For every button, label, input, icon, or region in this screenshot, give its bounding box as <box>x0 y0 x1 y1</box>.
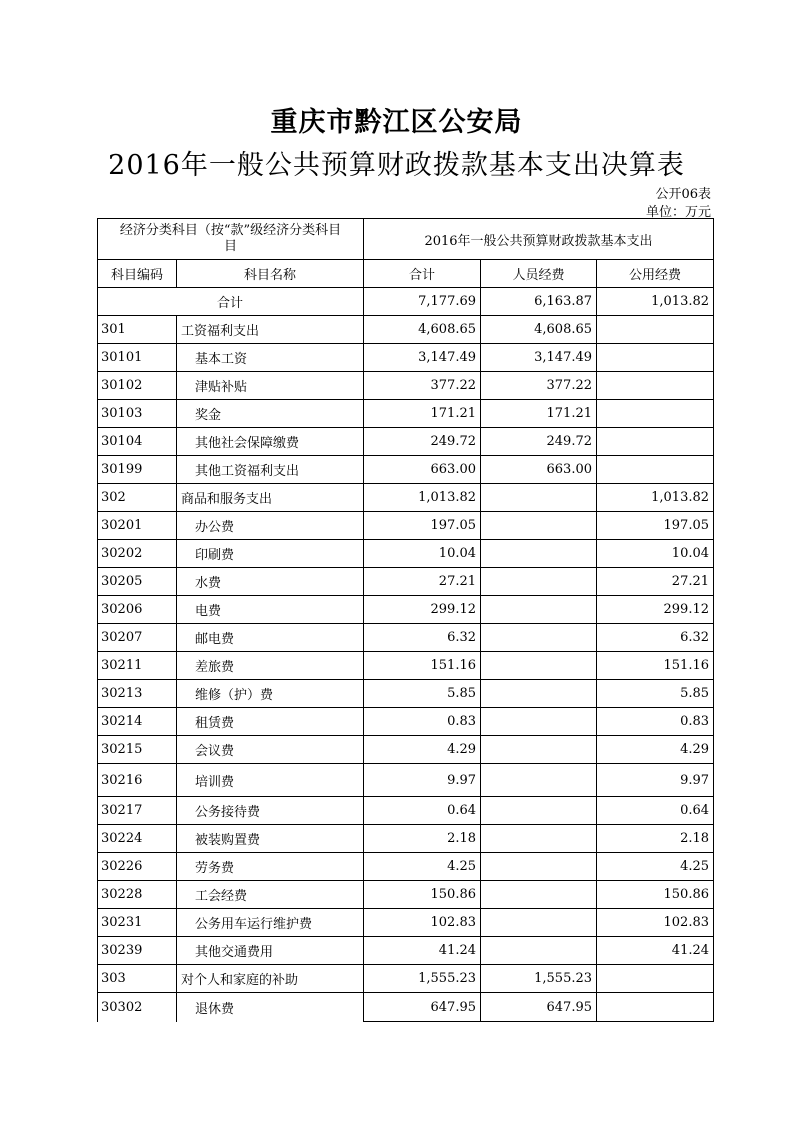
table-row <box>98 624 714 652</box>
row-code: 30206 <box>98 596 177 624</box>
row-personnel: 3,147.49 <box>481 344 597 372</box>
row-personnel <box>481 764 597 797</box>
row-total: 6.32 <box>364 624 481 652</box>
personnel-header: 人员经费 <box>481 260 597 288</box>
row-public <box>597 965 714 993</box>
row-code: 30213 <box>98 680 177 708</box>
row-public <box>597 344 714 372</box>
row-name: 其他工资福利支出 <box>177 456 364 484</box>
row-name: 奖金 <box>177 400 364 428</box>
row-personnel <box>481 568 597 596</box>
row-name: 维修（护）费 <box>177 680 364 708</box>
row-code: 30302 <box>98 993 177 1022</box>
row-name: 工资福利支出 <box>177 316 364 344</box>
row-name: 邮电费 <box>177 624 364 652</box>
table-row <box>98 400 714 428</box>
row-public: 150.86 <box>597 881 714 909</box>
summary-public: 1,013.82 <box>597 288 714 316</box>
row-public: 6.32 <box>597 624 714 652</box>
row-public: 0.83 <box>597 708 714 736</box>
row-personnel <box>481 797 597 825</box>
row-code: 30202 <box>98 540 177 568</box>
row-total: 27.21 <box>364 568 481 596</box>
row-code: 30226 <box>98 853 177 881</box>
row-personnel <box>481 881 597 909</box>
row-code: 302 <box>98 484 177 512</box>
row-personnel <box>481 736 597 764</box>
table-row <box>98 456 714 484</box>
table-row <box>98 853 714 881</box>
report-title: 2016年一般公共预算财政拨款基本支出决算表 <box>108 150 685 181</box>
name-header: 科目名称 <box>177 260 364 288</box>
table-row <box>98 428 714 456</box>
row-personnel <box>481 624 597 652</box>
row-public <box>597 993 714 1022</box>
header-row-group <box>98 219 714 260</box>
row-code: 30217 <box>98 797 177 825</box>
row-name: 津贴补贴 <box>177 372 364 400</box>
row-total: 0.64 <box>364 797 481 825</box>
row-total: 647.95 <box>364 993 481 1022</box>
row-code: 30215 <box>98 736 177 764</box>
econ-class-header-tail: 目 <box>224 239 238 254</box>
row-code: 30103 <box>98 400 177 428</box>
row-code: 303 <box>98 965 177 993</box>
row-code: 30102 <box>98 372 177 400</box>
row-name: 租赁费 <box>177 708 364 736</box>
row-public: 9.97 <box>597 764 714 797</box>
row-name: 其他社会保障缴费 <box>177 428 364 456</box>
group-header: 2016年一般公共预算财政拨款基本支出 <box>364 219 714 260</box>
table-row <box>98 540 714 568</box>
row-public: 1,013.82 <box>597 484 714 512</box>
row-name: 会议费 <box>177 736 364 764</box>
row-code: 30214 <box>98 708 177 736</box>
row-code: 30205 <box>98 568 177 596</box>
summary-label: 合计 <box>98 288 364 316</box>
row-name: 差旅费 <box>177 652 364 680</box>
table-row <box>98 993 714 1022</box>
row-total: 663.00 <box>364 456 481 484</box>
row-total: 2.18 <box>364 825 481 853</box>
row-name: 其他交通费用 <box>177 937 364 965</box>
row-personnel <box>481 680 597 708</box>
row-total: 377.22 <box>364 372 481 400</box>
row-name: 对个人和家庭的补助 <box>177 965 364 993</box>
row-total: 171.21 <box>364 400 481 428</box>
row-code: 30201 <box>98 512 177 540</box>
row-name: 印刷费 <box>177 540 364 568</box>
row-personnel: 663.00 <box>481 456 597 484</box>
table-row <box>98 881 714 909</box>
row-personnel <box>481 596 597 624</box>
unit-label: 单位：万元 <box>645 205 711 220</box>
row-total: 151.16 <box>364 652 481 680</box>
report-title-org: 重庆市黔江区公安局 <box>270 107 523 138</box>
table-row <box>98 797 714 825</box>
row-public <box>597 456 714 484</box>
row-public <box>597 400 714 428</box>
total-header: 合计 <box>364 260 481 288</box>
row-name: 公务接待费 <box>177 797 364 825</box>
row-code: 30239 <box>98 937 177 965</box>
table-row <box>98 736 714 764</box>
row-total: 299.12 <box>364 596 481 624</box>
row-code: 30207 <box>98 624 177 652</box>
row-public: 4.29 <box>597 736 714 764</box>
row-public: 151.16 <box>597 652 714 680</box>
table-row <box>98 652 714 680</box>
row-public: 27.21 <box>597 568 714 596</box>
row-public: 5.85 <box>597 680 714 708</box>
row-name: 电费 <box>177 596 364 624</box>
row-name: 培训费 <box>177 764 364 797</box>
public-header: 公用经费 <box>597 260 714 288</box>
row-name: 劳务费 <box>177 853 364 881</box>
row-public: 0.64 <box>597 797 714 825</box>
row-code: 301 <box>98 316 177 344</box>
row-code: 30224 <box>98 825 177 853</box>
row-total: 197.05 <box>364 512 481 540</box>
table-row <box>98 596 714 624</box>
row-code: 30101 <box>98 344 177 372</box>
table-row <box>98 344 714 372</box>
table-row <box>98 316 714 344</box>
row-name: 被装购置费 <box>177 825 364 853</box>
row-total: 0.83 <box>364 708 481 736</box>
table-row <box>98 484 714 512</box>
row-total: 1,555.23 <box>364 965 481 993</box>
row-personnel <box>481 540 597 568</box>
row-total: 3,147.49 <box>364 344 481 372</box>
row-name: 水费 <box>177 568 364 596</box>
row-public: 197.05 <box>597 512 714 540</box>
econ-class-header <box>98 219 364 260</box>
row-personnel <box>481 512 597 540</box>
row-public: 10.04 <box>597 540 714 568</box>
row-public: 4.25 <box>597 853 714 881</box>
row-personnel <box>481 853 597 881</box>
row-code: 30231 <box>98 909 177 937</box>
row-personnel: 4,608.65 <box>481 316 597 344</box>
row-personnel <box>481 937 597 965</box>
row-personnel <box>481 825 597 853</box>
row-code: 30211 <box>98 652 177 680</box>
row-total: 5.85 <box>364 680 481 708</box>
summary-personnel: 6,163.87 <box>481 288 597 316</box>
row-total: 4.25 <box>364 853 481 881</box>
row-personnel <box>481 652 597 680</box>
econ-class-header-text: 经济分类科目（按“款”级经济分类科目 <box>119 223 342 238</box>
row-code: 30228 <box>98 881 177 909</box>
row-name: 工会经费 <box>177 881 364 909</box>
table-row <box>98 825 714 853</box>
row-name: 公务用车运行维护费 <box>177 909 364 937</box>
header-row-columns <box>98 260 714 288</box>
row-total: 4.29 <box>364 736 481 764</box>
summary-total: 7,177.69 <box>364 288 481 316</box>
table-row <box>98 708 714 736</box>
row-personnel <box>481 708 597 736</box>
table-row <box>98 937 714 965</box>
summary-row <box>98 288 714 316</box>
expenditure-table <box>97 218 714 1022</box>
row-total: 10.04 <box>364 540 481 568</box>
row-name: 办公费 <box>177 512 364 540</box>
code-header: 科目编码 <box>98 260 177 288</box>
table-row <box>98 965 714 993</box>
row-personnel: 377.22 <box>481 372 597 400</box>
row-total: 1,013.82 <box>364 484 481 512</box>
table-row <box>98 764 714 797</box>
row-code: 30216 <box>98 764 177 797</box>
row-public: 41.24 <box>597 937 714 965</box>
row-code: 30199 <box>98 456 177 484</box>
row-personnel <box>481 484 597 512</box>
row-personnel: 647.95 <box>481 993 597 1022</box>
row-total: 102.83 <box>364 909 481 937</box>
row-total: 150.86 <box>364 881 481 909</box>
row-total: 4,608.65 <box>364 316 481 344</box>
row-personnel: 1,555.23 <box>481 965 597 993</box>
table-row <box>98 909 714 937</box>
row-total: 9.97 <box>364 764 481 797</box>
row-personnel: 249.72 <box>481 428 597 456</box>
row-code: 30104 <box>98 428 177 456</box>
row-total: 249.72 <box>364 428 481 456</box>
row-total: 41.24 <box>364 937 481 965</box>
row-personnel: 171.21 <box>481 400 597 428</box>
form-number: 公开06表 <box>655 187 711 202</box>
row-public: 102.83 <box>597 909 714 937</box>
row-public: 2.18 <box>597 825 714 853</box>
table-row <box>98 680 714 708</box>
row-name: 基本工资 <box>177 344 364 372</box>
table-row <box>98 372 714 400</box>
row-public <box>597 316 714 344</box>
row-public <box>597 428 714 456</box>
row-public: 299.12 <box>597 596 714 624</box>
table-row <box>98 512 714 540</box>
row-personnel <box>481 909 597 937</box>
row-public <box>597 372 714 400</box>
row-name: 退休费 <box>177 993 364 1022</box>
row-name: 商品和服务支出 <box>177 484 364 512</box>
table-row <box>98 568 714 596</box>
